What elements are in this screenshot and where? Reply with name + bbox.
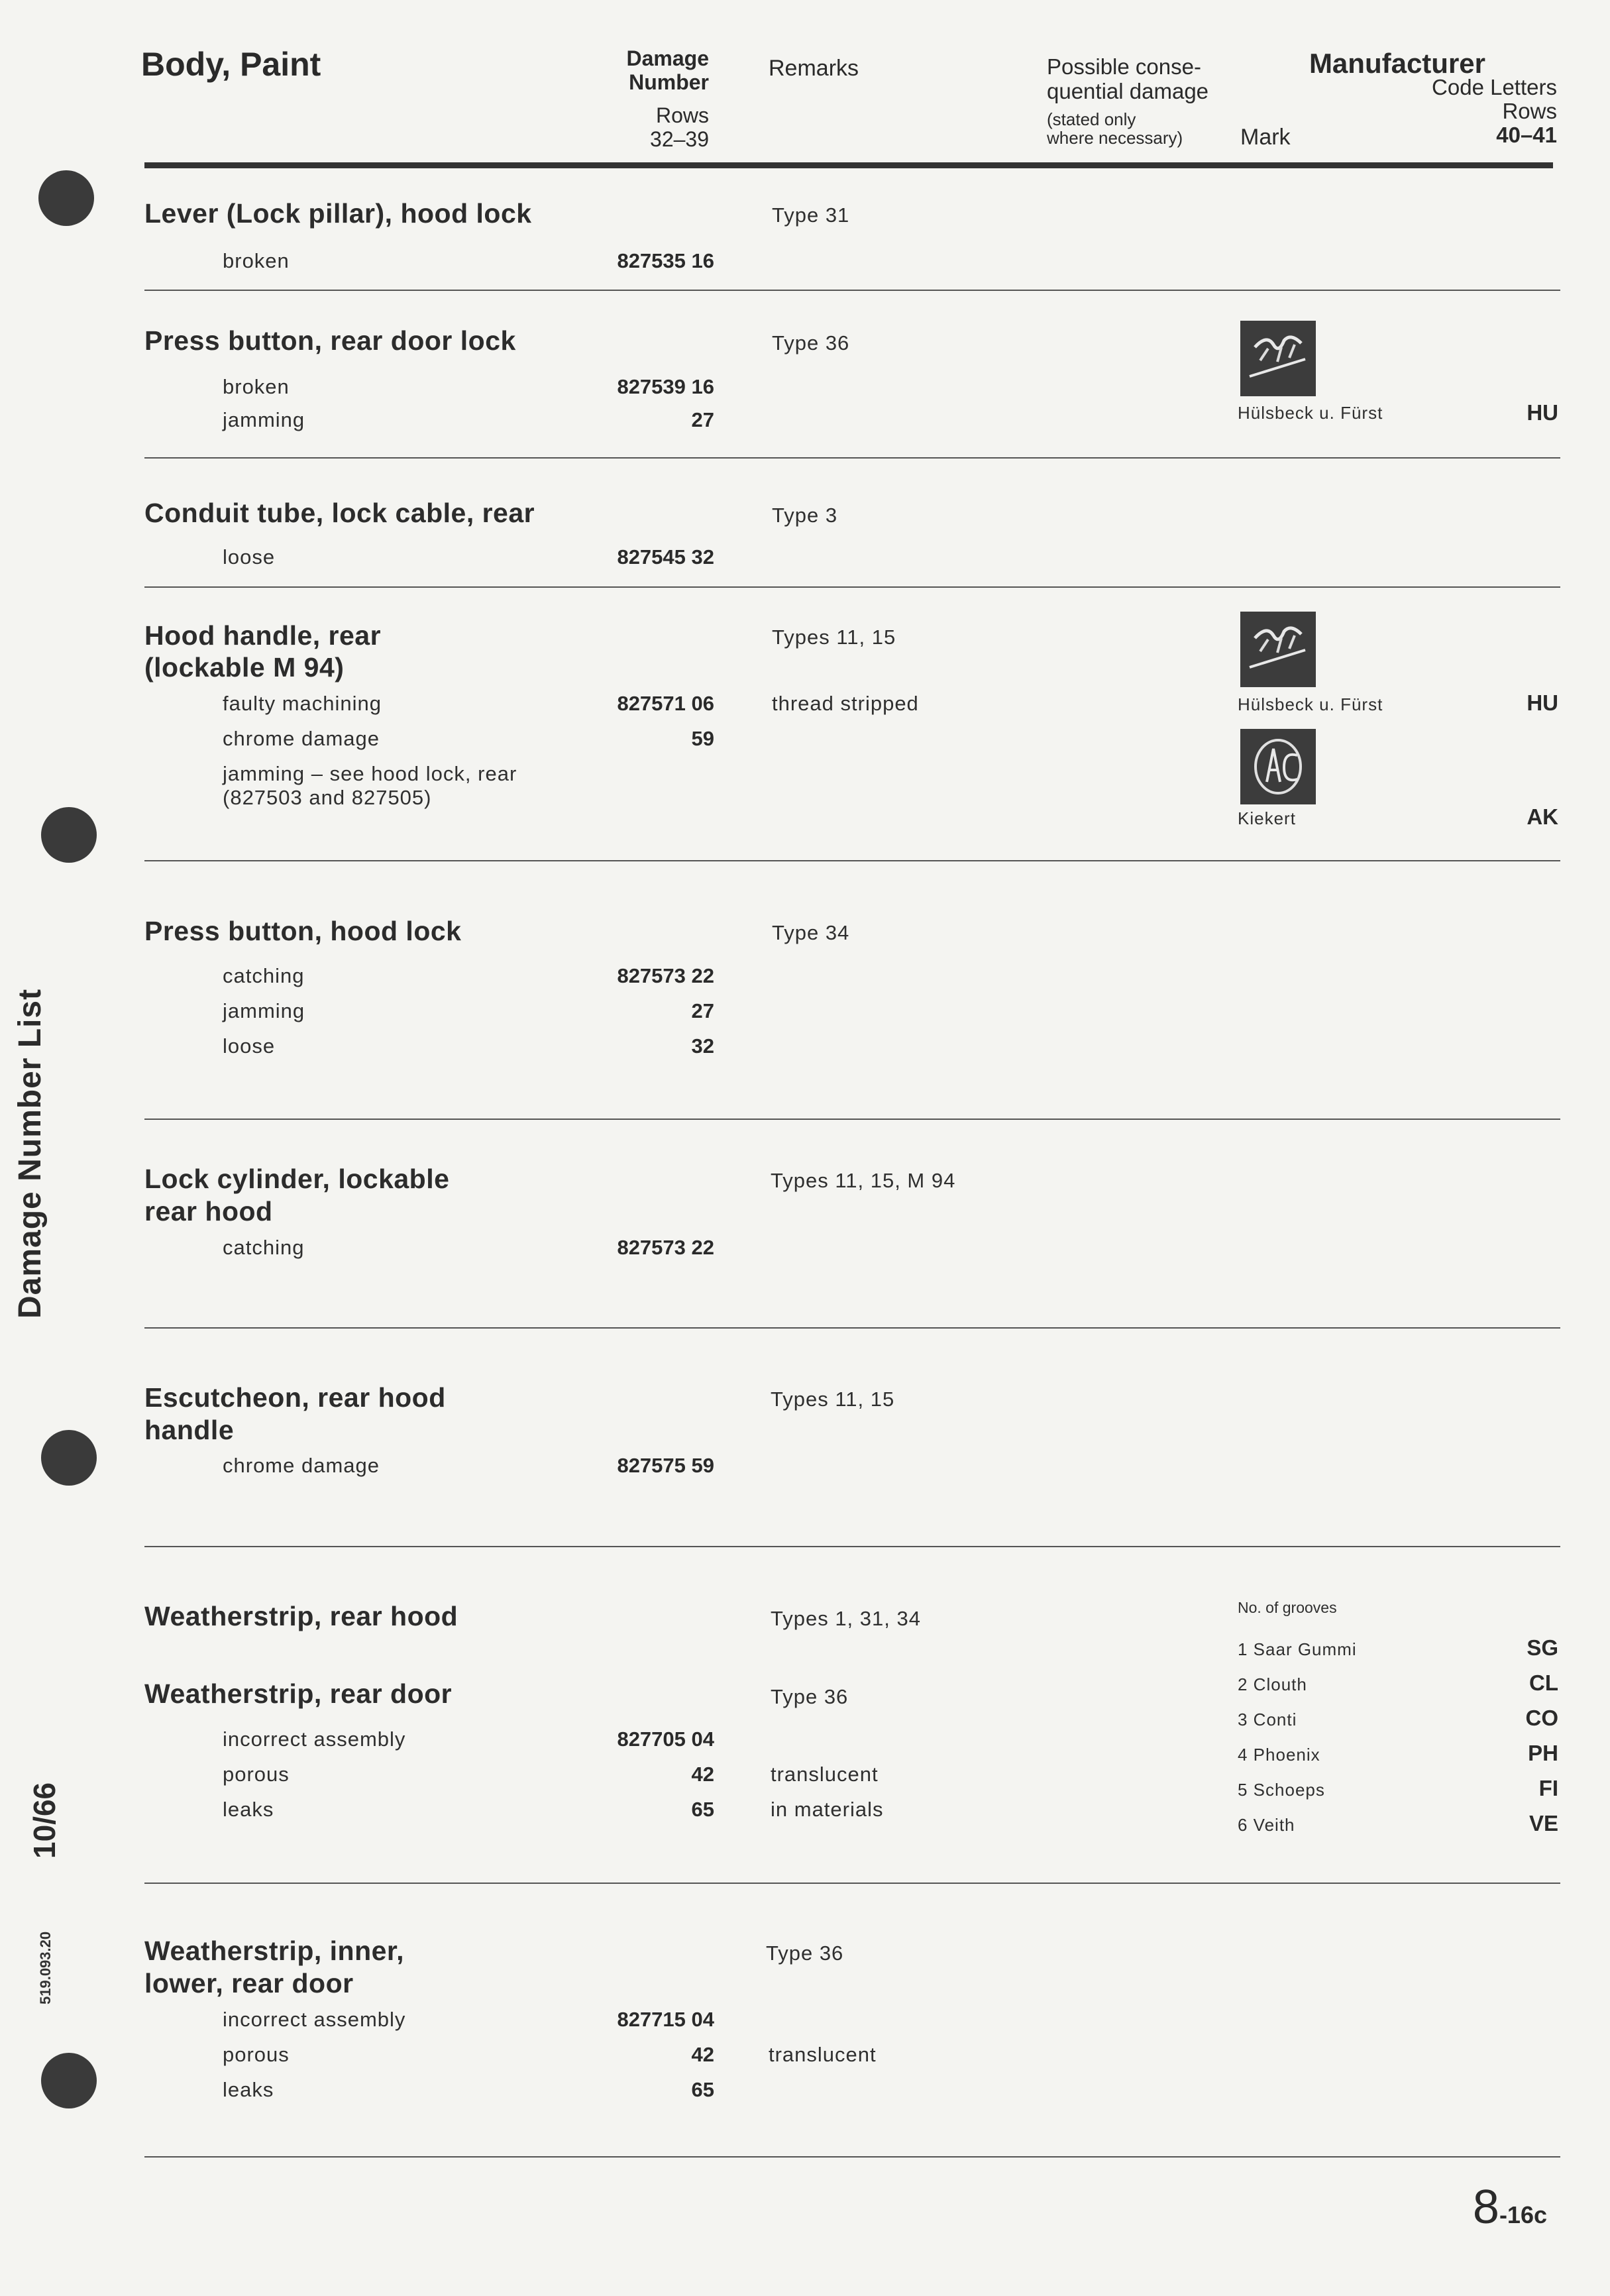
remark: Type 36 — [766, 1941, 844, 1965]
fault-label: catching — [223, 1236, 305, 1259]
supplier-code: SG — [1527, 1635, 1558, 1660]
part-name: Weatherstrip, rear hood — [144, 1601, 458, 1631]
fault-label: chrome damage — [223, 1454, 380, 1477]
damage-number: 32 — [691, 1034, 714, 1058]
manufacturer-name: Kiekert — [1238, 808, 1296, 828]
manufacturer-name: Hülsbeck u. Fürst — [1238, 403, 1383, 423]
supplier-code: FI — [1538, 1776, 1558, 1800]
remark: Types 1, 31, 34 — [771, 1607, 921, 1630]
remark: Type 36 — [772, 331, 850, 355]
section-divider — [144, 1119, 1560, 1120]
side-title: Damage Number List — [13, 988, 48, 1319]
consequential-note — [1047, 110, 1183, 147]
part-name: Conduit tube, lock cable, rear — [144, 498, 535, 528]
remark: Types 11, 15 — [772, 626, 896, 649]
page-title: Body, Paint — [141, 46, 321, 83]
supplier-name: 3 Conti — [1238, 1710, 1297, 1729]
fault-label: catching — [223, 964, 305, 987]
hf-logo-icon — [1240, 612, 1316, 687]
code-letters: HU — [1527, 690, 1558, 715]
rows-right-label: Rows — [1502, 99, 1557, 123]
binder-hole — [38, 170, 94, 226]
fault-label: jamming — [223, 999, 305, 1022]
supplier-code: CL — [1529, 1670, 1558, 1695]
code-letters: AK — [1527, 804, 1558, 829]
remark: translucent — [771, 1763, 879, 1786]
section-divider — [144, 1327, 1560, 1329]
supplier-code: PH — [1528, 1741, 1558, 1765]
binder-hole — [41, 1430, 97, 1486]
part-name: Weatherstrip, inner, — [144, 1936, 405, 1966]
part-name: rear hood — [144, 1196, 273, 1227]
damage-number: 827573 22 — [617, 1236, 714, 1259]
part-name: Lock cylinder, lockable — [144, 1164, 450, 1194]
damage-number: 42 — [691, 2043, 714, 2066]
part-name: Lever (Lock pillar), hood lock — [144, 198, 532, 229]
supplier-code: CO — [1525, 1706, 1558, 1730]
damage-number: 827539 16 — [617, 375, 714, 398]
part-name: Escutcheon, rear hood — [144, 1382, 446, 1413]
page-number — [1473, 2180, 1547, 2234]
fault-label: porous — [223, 1763, 290, 1786]
manufacturer-heading: Manufacturer — [1309, 48, 1485, 79]
damage-number-line1: Damage — [626, 46, 709, 70]
remark: in materials — [771, 1798, 884, 1821]
part-name: Press button, hood lock — [144, 916, 462, 946]
section-divider — [144, 1883, 1560, 1884]
remark: Type 3 — [772, 504, 838, 527]
manufacturer-name: Hülsbeck u. Fürst — [1238, 694, 1383, 714]
consequential-line2: quential damage — [1047, 79, 1209, 103]
remark: translucent — [769, 2043, 877, 2066]
section-divider — [144, 1546, 1560, 1547]
supplier-name: 5 Schoeps — [1238, 1780, 1325, 1800]
binder-hole — [41, 2053, 97, 2108]
fault-label: incorrect assembly — [223, 1727, 406, 1751]
side-date: 10/66 — [27, 1782, 62, 1859]
damage-number: 42 — [691, 1763, 714, 1786]
consequential-note2: where necessary) — [1047, 128, 1183, 148]
damage-number-line2: Number — [629, 70, 709, 94]
fault-label: broken — [223, 249, 290, 272]
damage-number: 59 — [691, 727, 714, 750]
rows-left-range: 32–39 — [650, 127, 709, 151]
supplier-name: 4 Phoenix — [1238, 1745, 1320, 1765]
damage-number: 827715 04 — [617, 2008, 714, 2031]
code-letters-label: Code Letters — [1432, 75, 1557, 99]
damage-number: 27 — [691, 999, 714, 1022]
section-divider — [144, 290, 1560, 291]
page-number-sub: -16c — [1499, 2201, 1547, 2228]
remark: thread stripped — [772, 692, 919, 715]
part-name: (lockable M 94) — [144, 652, 345, 683]
remark: Types 11, 15 — [771, 1388, 895, 1411]
remark: Type 36 — [771, 1685, 849, 1708]
section-divider — [144, 457, 1560, 459]
remark: Type 34 — [772, 921, 850, 944]
part-name: Weatherstrip, rear door — [144, 1678, 453, 1709]
part-name: Hood handle, rear — [144, 620, 382, 651]
rows-left-heading — [596, 103, 709, 151]
damage-number: 827573 22 — [617, 964, 714, 987]
remarks-heading: Remarks — [769, 56, 859, 81]
section-divider — [144, 586, 1560, 588]
fault-label: broken — [223, 375, 290, 398]
remark: Types 11, 15, M 94 — [771, 1169, 956, 1192]
fault-label: jamming – see hood lock, rear — [223, 762, 517, 785]
damage-number: 827535 16 — [617, 249, 714, 272]
fault-label: loose — [223, 545, 276, 569]
damage-number: 65 — [691, 1798, 714, 1821]
mark-heading: Mark — [1240, 125, 1291, 150]
fault-label: loose — [223, 1034, 276, 1058]
page-number-main: 8 — [1472, 2181, 1499, 2234]
rows-left-label: Rows — [655, 103, 709, 127]
part-name: handle — [144, 1415, 235, 1445]
code-letters: HU — [1527, 400, 1558, 425]
fault-label: porous — [223, 2043, 290, 2066]
damage-number: 827705 04 — [617, 1727, 714, 1751]
section-divider — [144, 2156, 1560, 2158]
fault-label: jamming — [223, 408, 305, 431]
consequential-line1: Possible conse- — [1047, 54, 1201, 79]
supplier-name: 2 Clouth — [1238, 1674, 1307, 1694]
rows-right-range: 40–41 — [1496, 123, 1557, 147]
damage-number: 827571 06 — [617, 692, 714, 715]
grooves-label: No. of grooves — [1238, 1599, 1337, 1616]
fault-label: leaks — [223, 2078, 274, 2101]
fault-label: (827503 and 827505) — [223, 786, 432, 809]
fault-label: chrome damage — [223, 727, 380, 750]
supplier-name: 6 Veith — [1238, 1815, 1295, 1835]
consequential-heading — [1047, 54, 1208, 103]
part-name: lower, rear door — [144, 1968, 354, 1998]
fault-label: leaks — [223, 1798, 274, 1821]
damage-number: 27 — [691, 408, 714, 431]
damage-number: 827545 32 — [617, 545, 714, 569]
kiekert-logo-icon — [1240, 729, 1316, 804]
code-letters-heading — [1432, 76, 1557, 147]
part-name: Press button, rear door lock — [144, 325, 516, 356]
supplier-code: VE — [1529, 1811, 1558, 1835]
damage-number: 65 — [691, 2078, 714, 2101]
section-divider — [144, 860, 1560, 861]
fault-label: faulty machining — [223, 692, 382, 715]
hf-logo-icon — [1240, 321, 1316, 396]
supplier-name: 1 Saar Gummi — [1238, 1639, 1357, 1659]
damage-number-heading — [596, 46, 709, 94]
consequential-note1: (stated only — [1047, 109, 1136, 129]
remark: Type 31 — [772, 203, 850, 227]
side-code: 519.093.20 — [37, 1931, 54, 2004]
damage-number: 827575 59 — [617, 1454, 714, 1477]
fault-label: incorrect assembly — [223, 2008, 406, 2031]
header-rule — [144, 162, 1553, 168]
